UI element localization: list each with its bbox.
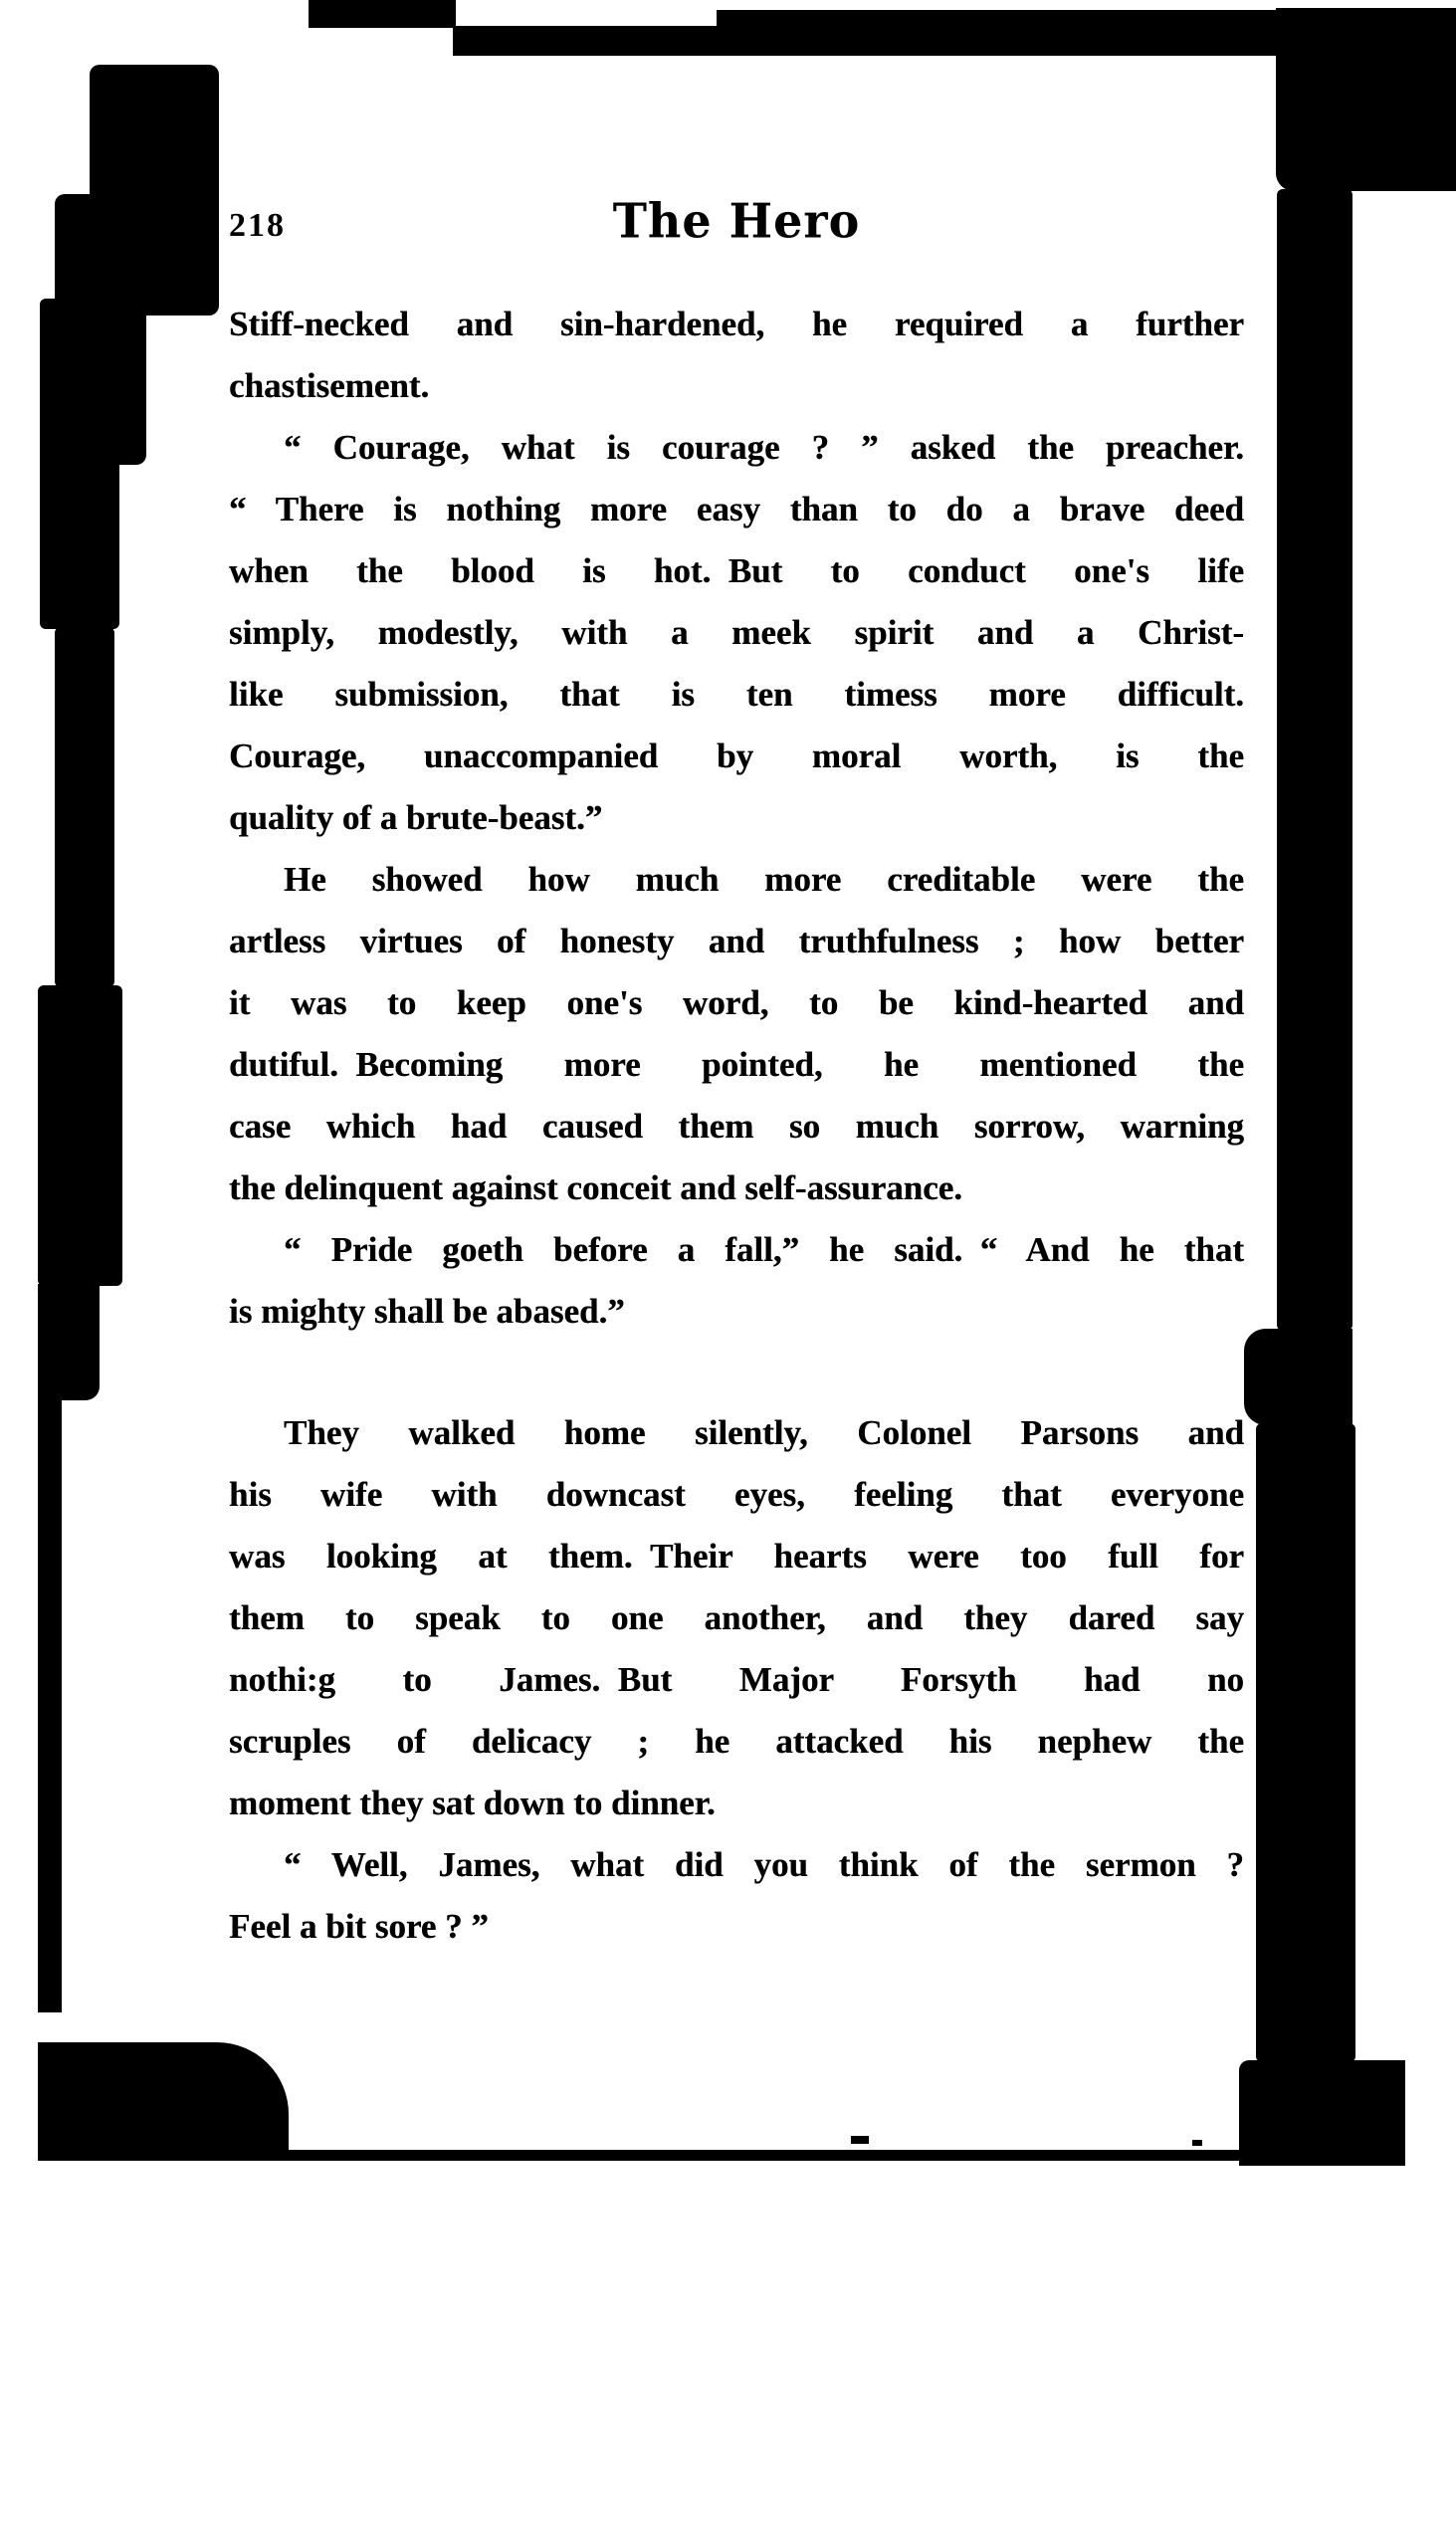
page-title: The Hero: [612, 193, 861, 249]
text-line: “ Courage, what is courage ? ” asked the preacher.: [284, 428, 1244, 467]
text-line: “ There is nothing more easy than to do a brave deed: [229, 490, 1244, 528]
scan-artifact-left-border: [55, 627, 114, 987]
scan-artifact-left-border: [38, 1284, 100, 1400]
text-line: the delinquent against conceit and self-assurance.: [229, 1168, 962, 1207]
text-line: was looking at them. Their hearts were too full for: [229, 1537, 1244, 1576]
text-line: Courage, unaccompanied by moral worth, is the: [229, 737, 1244, 775]
scan-artifact-left-border: [38, 1398, 62, 2012]
text-line: simply, modestly, with a meek spirit and a Christ-: [229, 613, 1244, 652]
text-line: scruples of delicacy ; he attacked his nephew the: [229, 1722, 1244, 1761]
text-line: Feel a bit sore ? ”: [229, 1907, 489, 1946]
text-line: case which had caused them so much sorrow, warning: [229, 1107, 1244, 1146]
scan-artifact-right-bump: [1244, 1329, 1352, 1425]
scan-artifact-speck: [1192, 2140, 1202, 2146]
scan-artifact-top-notch: [309, 0, 456, 28]
page-number: 218: [229, 207, 286, 244]
scan-artifact-left-border: [38, 985, 122, 1286]
scan-artifact-left-border: [40, 299, 119, 629]
text-line: They walked home silently, Colonel Parsons and: [284, 1413, 1244, 1452]
page-header: [229, 195, 1244, 255]
text-line: He showed how much more creditable were the: [284, 860, 1244, 899]
text-line: like submission, that is ten timess more difficult.: [229, 675, 1244, 714]
text-line: it was to keep one's word, to be kind-hearted and: [229, 983, 1244, 1022]
text-line: dutiful. Becoming more pointed, he mentioned the: [229, 1045, 1244, 1084]
page-text: [229, 294, 1244, 1958]
text-line: moment they sat down to dinner.: [229, 1784, 716, 1822]
text-line: them to speak to one another, and they dared say: [229, 1598, 1244, 1637]
scan-artifact-bottom-edge: [38, 2150, 1248, 2161]
text-line: is mighty shall be abased.”: [229, 1292, 625, 1331]
scan-artifact-bottom-blob: [38, 2042, 289, 2154]
scan-artifact-right-border: [1277, 189, 1352, 1331]
scan-artifact-top-right: [1276, 8, 1456, 191]
text-line: his wife with downcast eyes, feeling that everyone: [229, 1475, 1244, 1514]
text-line: “ Pride goeth before a fall,” he said. “ And he that: [284, 1230, 1244, 1269]
text-line: “ Well, James, what did you think of the sermon ?: [284, 1845, 1244, 1884]
scan-artifact-right-border: [1239, 2060, 1405, 2166]
text-line: Stiff-necked and sin-hardened, he required a further: [229, 305, 1244, 343]
text-line: chastisement.: [229, 366, 430, 405]
text-line: nothi:g to James. But Major Forsyth had no: [229, 1660, 1244, 1699]
text-line: artless virtues of honesty and truthfulness ; how better: [229, 922, 1244, 960]
text-line: when the blood is hot. But to conduct one's life: [229, 551, 1244, 590]
scan-artifact-right-border: [1256, 1423, 1355, 2062]
scan-artifact-speck: [851, 2136, 869, 2144]
text-line: quality of a brute-beast.”: [229, 798, 603, 837]
